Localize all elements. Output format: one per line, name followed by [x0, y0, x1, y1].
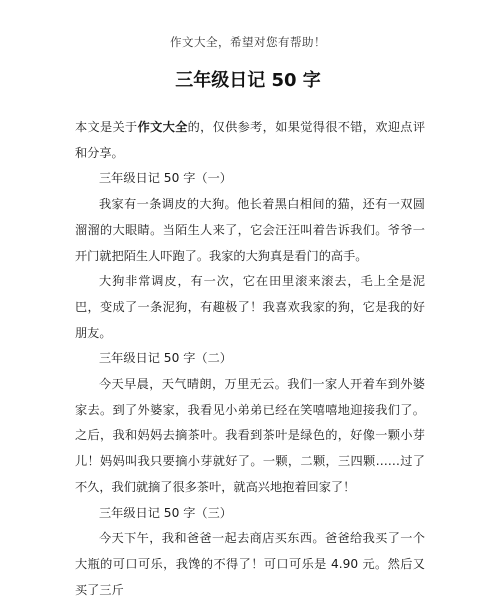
- intro-paragraph: [75, 115, 425, 166]
- section-1-paragraph-1: 我家有一条调皮的大狗。他长着黑白相间的猫，还有一双圆溜溜的大眼睛。当陌生人来了，它会汪汪叫着告诉我们。爷爷一开门就把陌生人吓跑了。我家的大狗真是看门的高手。: [75, 197, 425, 263]
- section-heading-3: 三年级日记 50 字（三）: [99, 505, 232, 520]
- page-header-text: 作文大全，希望对您有帮助！: [170, 35, 326, 49]
- intro-prefix: 本文是关于: [75, 120, 138, 134]
- intro-suffix: 的，仅供参考，如果觉得很不错，欢迎点评和分享。: [75, 120, 426, 160]
- section-1-paragraph-2: 大狗非常调皮，有一次，它在田里滚来滚去，毛上全是泥巴，变成了一条泥狗，有趣极了！我喜欢我家的狗，它是我的好朋友。: [75, 274, 425, 340]
- section-2-paragraph-1: 今天早晨，天气晴朗，万里无云。我们一家人开着车到外婆家去。到了外婆家，我看见小弟弟已经在笑嘻嘻地迎接我们了。之后，我和妈妈去摘茶叶。我看到茶叶是绿色的，好像一颗小芽儿！妈妈叫我只要摘小芽就好了。一颗，二颗，三四颗……过了不久，我们就摘了很多茶叶，就高兴地抱着回家了！: [75, 377, 425, 494]
- section-heading-2: 三年级日记 50 字（二）: [99, 351, 232, 366]
- document-body: [75, 115, 425, 603]
- page-title: 三年级日记 50 字: [175, 70, 321, 91]
- intro-bold-link-text: 作文大全: [137, 120, 188, 134]
- section-heading-1: 三年级日记 50 字（一）: [99, 171, 232, 186]
- section-3-paragraph-1: 今天下午，我和爸爸一起去商店买东西。爸爸给我买了一个大瓶的可口可乐，我馋的不得了！可口可乐是 4.90 元。然后又买了三斤: [75, 531, 425, 597]
